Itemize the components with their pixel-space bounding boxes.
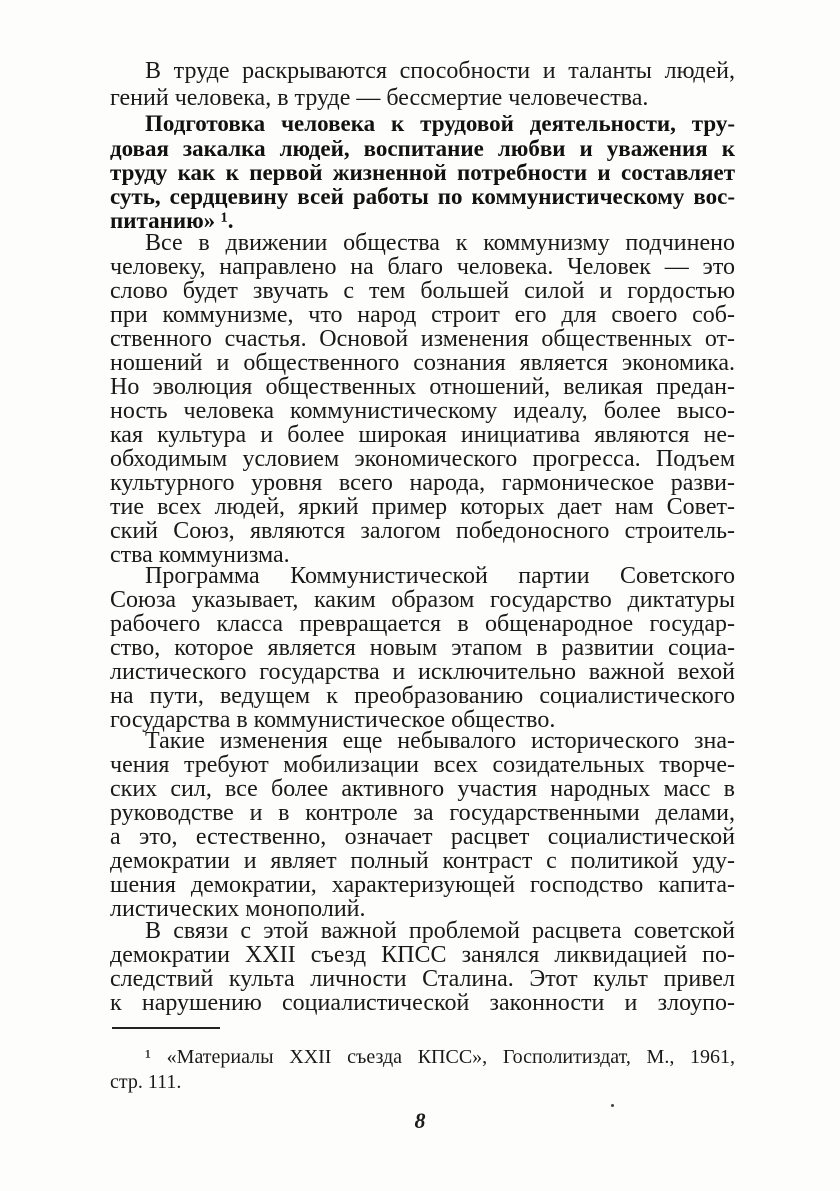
text-line: ства коммунизма. [110, 542, 290, 568]
bold-text-line: довая закалка людей, воспитание любви и уважения к [110, 136, 735, 161]
text-line: ских сил, все более активного участия народных масс в [110, 776, 735, 802]
bold-text-line: Подготовка человека к трудовой деятельности, тру- [145, 111, 735, 136]
footnote-line: ¹ «Материалы XXII съезда КПСС», Госполитиздат, М., 1961, [145, 1046, 735, 1068]
text-line: тие всех людей, яркий пример которых дает нам Совет- [110, 494, 735, 520]
text-line: демократии XXII съезд КПСС занялся ликвидацией по- [110, 942, 735, 968]
text-line: чения требуют мобилизации всех созидательных творче- [110, 752, 735, 778]
text-line: ский Союз, являются залогом победоносного строитель- [110, 518, 735, 544]
print-speck [611, 1104, 614, 1107]
text-line: а это, естественно, означает расцвет социалистической [110, 824, 735, 850]
text-line: В связи с этой важной проблемой расцвета советской [145, 918, 735, 944]
text-line: В труде раскрываются способности и таланты людей, [145, 58, 735, 84]
text-line: при коммунизме, что народ строит его для своего соб- [110, 302, 735, 328]
text-line: ственного счастья. Основой изменения общественных от- [110, 326, 735, 352]
footnote-line: стр. 111. [110, 1071, 182, 1093]
text-line: Такие изменения еще небывалого исторического зна- [145, 728, 735, 754]
text-line: ношений и общественного сознания является экономика. [110, 350, 735, 376]
bold-text-line: труду как к первой жизненной потребности и составляет [110, 160, 735, 185]
text-line: демократии и являет полный контраст с политикой уду- [110, 848, 735, 874]
text-line: Все в движении общества к коммунизму подчинено [145, 230, 735, 256]
footnote-rule [112, 1027, 220, 1029]
text-line: рабочего класса превращается в общенародное государ- [110, 611, 735, 637]
bold-text-line: питанию» ¹. [110, 208, 234, 233]
text-line: обходимым условием экономического прогресса. Подъем [110, 446, 735, 472]
text-line: на пути, ведущем к преобразованию социалистического [110, 683, 735, 709]
text-line: руководстве и в контроле за государственными делами, [110, 800, 735, 826]
text-line: слово будет звучать с тем большей силой и гордостью [110, 278, 735, 304]
text-line: листических монополий. [110, 896, 366, 922]
text-line: ство, которое является новым этапом в развитии социа- [110, 635, 735, 661]
text-line: кая культура и более широкая инициатива являются не- [110, 422, 735, 448]
text-line: человеку, направлено на благо человека. Человек — это [110, 254, 735, 280]
text-line: листического государства и исключительно важной вехой [110, 659, 735, 685]
text-line: Союза указывает, каким образом государство диктатуры [110, 587, 735, 613]
text-line: следствий культа личности Сталина. Этот культ привел [110, 966, 735, 992]
text-line: к нарушению социалистической законности и злоупо- [110, 990, 735, 1016]
text-line: Программа Коммунистической партии Советского [145, 563, 735, 589]
page-number: 8 [414, 1108, 426, 1133]
bold-text-line: суть, сердцевину всей работы по коммунистическому вос- [110, 184, 735, 209]
text-line: ность человека коммунистическому идеалу, более высо- [110, 398, 735, 424]
text-line: гений человека, в труде — бессмертие человечества. [110, 85, 649, 111]
text-line: Но эволюция общественных отношений, великая предан- [110, 374, 735, 400]
text-line: культурного уровня всего народа, гармоническое разви- [110, 470, 735, 496]
text-line: государства в коммунистическое общество. [110, 707, 556, 733]
text-line: шения демократии, характеризующей господство капита- [110, 872, 735, 898]
